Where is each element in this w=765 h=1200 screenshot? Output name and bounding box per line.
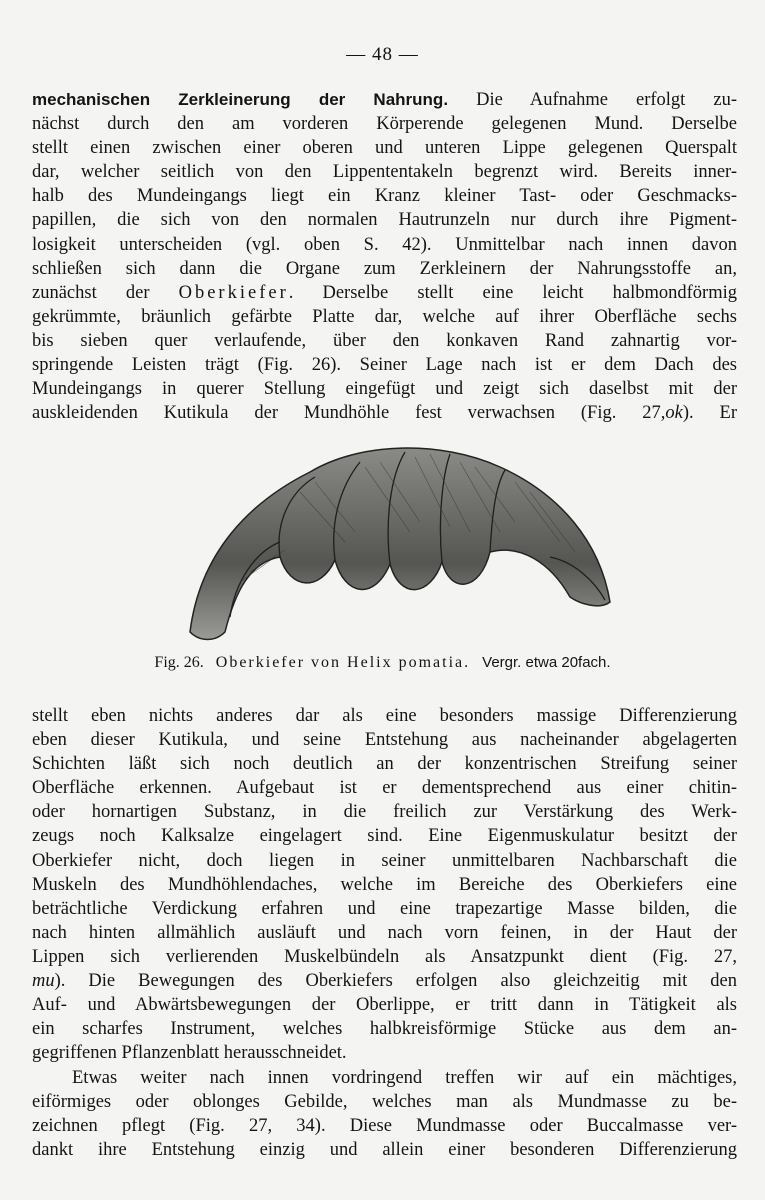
- text-line: auskleidenden Kutikula der Mundhöhle fest verwachsen (Fig. 27,ok). Er: [32, 403, 738, 424]
- text-line: mu). Die Bewegungen des Oberkiefers erfolgen also gleichzeitig mit den: [32, 971, 737, 992]
- text-line: Auf- und Abwärtsbewegungen der Oberlippe, er tritt dann in Tätigkeit als: [32, 995, 737, 1016]
- paragraph-1: [32, 88, 737, 425]
- text-line: Lippen sich verlierenden Muskelbündeln als Ansatzpunkt dient (Fig. 27,: [32, 946, 737, 967]
- jaw-illustration: [180, 432, 620, 654]
- text-line: zunächst der Oberkiefer. Derselbe stellt eine leicht halbmondförmig: [32, 282, 737, 303]
- text-line: dar, welcher seitlich von den Lippententakeln begrenzt wird. Bereits inner-: [32, 162, 737, 183]
- paragraph-3: [32, 1066, 737, 1162]
- text-line: oder hornartigen Substanz, in die freilich zur Verstärkung des Werk-: [32, 802, 737, 823]
- text-line: eiförmiges oder oblonges Gebilde, welches man als Mundmasse zu be-: [32, 1092, 737, 1113]
- page-number: — 48 —: [346, 44, 419, 65]
- text-line: bis sieben quer verlaufende, über den konkaven Rand zahnartig vor-: [32, 330, 737, 351]
- text-line: nach hinten allmählich ausläuft und nach vorn feinen, in der Haut der: [32, 922, 737, 943]
- figure-caption: Fig. 26. Oberkiefer von Helix pomatia. Vergr. etwa 20fach.: [154, 654, 611, 671]
- text-line: Muskeln des Mundhöhlendaches, welche im Bereiche des Oberkiefers eine: [32, 874, 737, 895]
- text-line: losigkeit unterscheiden (vgl. oben S. 42). Unmittelbar nach innen davon: [32, 234, 737, 255]
- spaced-term: Oberkiefer: [178, 282, 289, 303]
- text-line: Schichten läßt sich noch deutlich an der konzentrischen Streifung seiner: [32, 754, 737, 775]
- text-line: schließen sich dann die Organe zum Zerkleinern der Nahrungsstoffe an,: [32, 258, 737, 279]
- text-line: stellt eben nichts anderes dar als eine besonders massige Differenzierung: [32, 706, 737, 726]
- text-line: Oberkiefer nicht, doch liegen in seiner unmittelbaren Nachbarschaft die: [32, 850, 737, 871]
- bold-lead-phrase: mechanischen Zerkleinerung der Nahrung.: [32, 90, 449, 109]
- text-line: beträchtliche Verdickung erfahren und eine trapezartige Masse bilden, die: [32, 898, 737, 919]
- text-line: zeichnen pflegt (Fig. 27, 34). Diese Mundmasse oder Buccalmasse ver-: [32, 1116, 737, 1137]
- text-line: gegriffenen Pflanzenblatt herausschneidet.: [32, 1043, 347, 1064]
- text-line: springende Leisten trägt (Fig. 26). Seiner Lage nach ist er dem Dach des: [32, 355, 737, 376]
- text-line: Etwas weiter nach innen vordringend treffen wir auf ein mächtiges,: [72, 1068, 737, 1088]
- text-line: dankt ihre Entstehung einzig und allein einer besonderen Differenzierung: [32, 1140, 737, 1161]
- text-line: gekrümmte, bräunlich gefärbte Platte dar, welche auf ihrer Oberfläche sechs: [32, 306, 737, 327]
- text-line: nächst durch den am vorderen Körperende gelegenen Mund. Derselbe: [32, 114, 737, 135]
- text-line: mechanischen Zerkleinerung der Nahrung. Die Aufnahme erfolgt zu-: [32, 90, 737, 110]
- text-line: zeugs noch Kalksalze eingelagert sind. Eine Eigenmuskulatur besitzt der: [32, 826, 737, 847]
- text-line: ein scharfes Instrument, welches halbkreisförmige Stücke aus dem an-: [32, 1019, 737, 1040]
- text-line: eben dieser Kutikula, und seine Entstehung aus nacheinander abgelagerten: [32, 730, 737, 751]
- text-line: stellt einen zwischen einer oberen und unteren Lippe gelegenen Querspalt: [32, 138, 737, 159]
- text-line: papillen, die sich von den normalen Hautrunzeln nur durch ihre Pigment-: [32, 210, 737, 231]
- jaw-plate: [190, 448, 610, 639]
- paragraph-2: [32, 704, 737, 1065]
- text-line: halb des Mundeingangs liegt ein Kranz kleiner Tast- oder Geschmacks-: [32, 186, 737, 207]
- text-line: Oberfläche erkennen. Aufgebaut ist er dementsprechend aus einer chitin-: [32, 778, 737, 799]
- text-line: Mundeingangs in querer Stellung eingefügt und zeigt sich daselbst mit der: [32, 379, 737, 400]
